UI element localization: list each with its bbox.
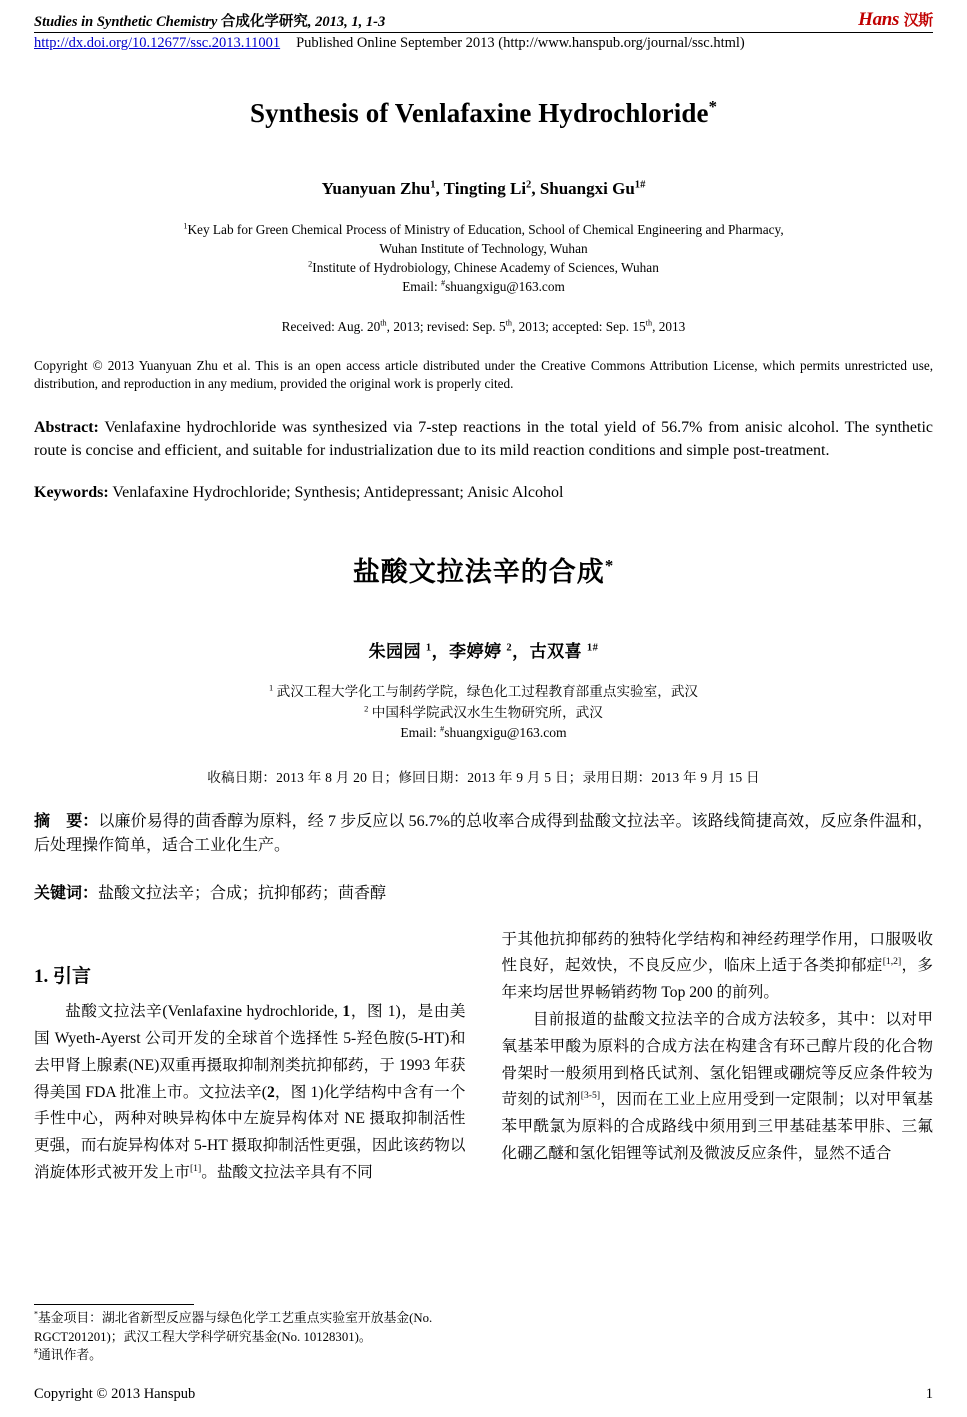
section-number: 1.: [34, 965, 49, 987]
abstract-text: Venlafaxine hydrochloride was synthesized via 7-step reactions in the total yield of 56.7% from anisic alcohol. The synthetic route is concise and efficient, and suitable for industrialization due to its mild reaction conditions and simple post-treatment.: [34, 418, 933, 459]
hanspub-logo-cn: 汉斯: [903, 13, 933, 29]
dates-en: Received: Aug. 20th, 2013; revised: Sep. 5th, 2013; accepted: Sep. 15th, 2013: [281, 318, 686, 334]
journal-title-cn: 合成化学研究: [220, 14, 308, 30]
page-title-cn-text: 盐酸文拉法辛的合成: [352, 557, 605, 588]
keywords-cn-text: 盐酸文拉法辛；合成；抗抑郁药；茴香醇: [98, 884, 387, 902]
hanspub-logo-en: Hans: [858, 9, 904, 30]
page-number: 1: [925, 1386, 933, 1402]
affiliation-line: Wuhan Institute of Technology, Wuhan: [379, 240, 588, 256]
doi-link[interactable]: http://dx.doi.org/10.12677/ssc.2013.11001: [34, 35, 281, 51]
footnote-divider: [34, 1304, 194, 1305]
affiliation-email: Email: #shuangxigu@163.com: [402, 278, 565, 294]
authors-en: Yuanyuan Zhu$^1$, Tingting Li$^2$, Shuangxi $Gu^{1\#}$: [321, 179, 646, 198]
header-divider: [34, 32, 933, 33]
journal-title: [34, 10, 385, 31]
copyright-notice: Copyright © 2013 Yuanyuan Zhu et al. This is an open access article distributed under the Creative Commons Attribution License, which permits unrestricted use, distribution, and reproduction in any medium, provided the original work is properly cited.: [34, 357, 933, 391]
title-footnote-marker: *: [708, 97, 718, 116]
affiliation-line: $^1$Key Lab for Green Chemical Process of Ministry of Education, School of Chemical Engineering and Pharmacy,: [183, 221, 784, 237]
affiliation-cn-line: $^1$ 武汉工程大学化工与制药学院，绿色化工过程教育部重点实验室，武汉: [268, 682, 699, 700]
paragraph: 盐酸文拉法辛(Venlafaxine hydrochloride, 1，图 1)，是由美国 Wyeth-Ayerst 公司开发的全球首个选择性 5-羟色胺(5-HT)和去甲肾上腺素(NE)双重再摄取抑制剂类抗抑郁药，于 1993 年获得美国 FDA 批准上市。文拉法辛(2，图 1)化学结构中含有一个手性中心，两种对映异构体中左旋异构体对 NE 摄取抑制活性更强，而右旋异构体对 5-HT 摄取抑制活性更强，因此该药物以消旋体形式被开发上市[1]。盐酸文拉法辛具有不同: [34, 1003, 466, 1182]
dates-cn: 收稿日期：2013 年 8 月 20 日；修回日期：2013 年 9 月 5 日；录用日期：2013 年 9 月 15 日: [207, 769, 760, 785]
section-title: 引言: [53, 965, 92, 987]
authors-cn: 朱园园 $^1$，李婷婷 $^2$，古双喜 $^{1\#}$: [368, 642, 599, 662]
abstract-cn-label: 摘 要：: [34, 812, 99, 830]
keywords-text: Venlafaxine Hydrochloride; Synthesis; Antidepressant; Anisic Alcohol: [108, 484, 564, 502]
paragraph: 目前报道的盐酸文拉法辛的合成方法较多，其中：以对甲氧基苯甲酸为原料的合成方法在构建含有环己醇片段的化合物骨架时一般须用到格氏试剂、氢化铝锂或硼烷等反应条件较为苛刻的试剂[3-5]，因而在工业上应用受到一定限制；以对甲氧基苯甲酰氯为原料的合成路线中须用到三甲基硅基苯甲胩、三氟化硼乙醚和氢化铝锂等试剂及微波反应条件，显然不适合: [501, 1010, 933, 1163]
running-head: [34, 10, 933, 31]
paragraph: 于其他抗抑郁药的独特化学结构和神经药理学作用，口服吸收性良好，起效快，不良反应少，临床上适于各类抑郁症[1,2]，多年来均居世界畅销药物 Top 200 的前列。: [501, 930, 933, 1002]
footnote-line: #通讯作者。: [34, 1347, 102, 1363]
page-title-cn: [34, 550, 933, 589]
abstract-cn-text: 以廉价易得的茴香醇为原料，经 7 步反应以 56.7%的总收率合成得到盐酸文拉法辛。该路线简捷高效，反应条件温和，后处理操作简单，适合工业化生产。: [34, 812, 933, 854]
abstract-en: [34, 417, 933, 462]
published-online-text: Published Online September 2013 (http://www.hanspub.org/journal/ssc.html): [296, 35, 745, 51]
footnote-block: [34, 1304, 466, 1365]
journal-issue: , 2013, 1, 1-3: [307, 14, 386, 30]
body-columns: [34, 927, 933, 1187]
journal-title-en: Studies in Synthetic Chemistry: [34, 14, 221, 30]
title-cn-footnote-marker: *: [604, 556, 615, 576]
affiliation-cn-line: $^2$ 中国科学院武汉水生生物研究所，武汉: [364, 703, 603, 720]
affiliation-cn-email: Email: #shuangxigu@163.com: [400, 723, 567, 741]
page-footer: [34, 1386, 933, 1403]
affiliation-line: $^2$Institute of Hydrobiology, Chinese Academy of Sciences, Wuhan: [308, 259, 659, 275]
keywords-en: [34, 484, 933, 502]
affiliations-cn: [34, 682, 933, 743]
body-column-left: [34, 927, 466, 1187]
page-title-en: [34, 98, 933, 129]
affiliations-en: [34, 221, 933, 297]
footnote-line: *基金项目：湖北省新型反应器与绿色化学工艺重点实验室开放基金(No. RGCT201201)；武汉工程大学科学研究基金(No. 10128301)。: [34, 1310, 433, 1344]
page-title-en-text: Synthesis of Venlafaxine Hydrochloride: [249, 98, 709, 128]
abstract-label: Abstract:: [34, 418, 99, 436]
hanspub-logo: [858, 10, 933, 29]
keywords-label: Keywords:: [34, 484, 109, 502]
keywords-cn: [34, 880, 933, 903]
body-column-right: [502, 927, 934, 1187]
abstract-cn: [34, 810, 933, 858]
footer-copyright: Copyright © 2013 Hanspub: [34, 1386, 196, 1402]
section-heading: [34, 961, 466, 994]
keywords-cn-label: 关键词：: [34, 884, 99, 902]
doi-line: [34, 35, 933, 52]
